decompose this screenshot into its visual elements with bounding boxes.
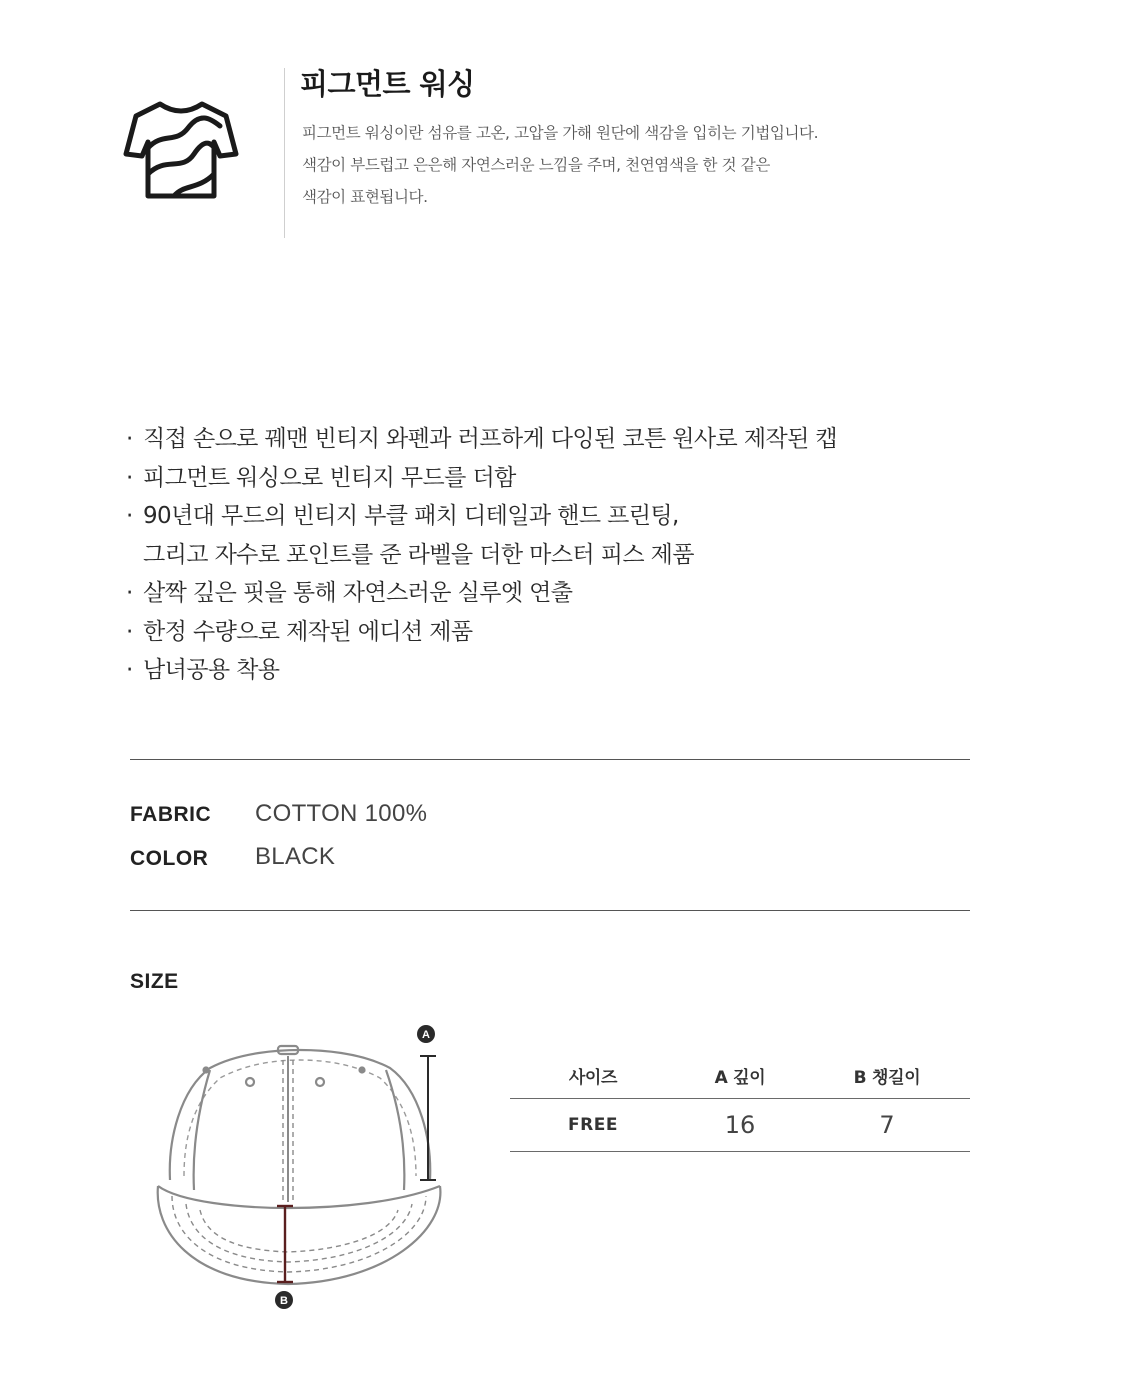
section-divider — [130, 759, 970, 760]
feature-item — [126, 420, 986, 459]
washing-description-line: 피그먼트 워싱이란 섬유를 고온, 고압을 가해 원단에 색감을 입히는 기법입니다. — [302, 124, 819, 142]
marker-a: A — [422, 1029, 430, 1041]
washing-description-line: 색감이 표현됩니다. — [302, 188, 428, 206]
feature-text: 피그먼트 워싱으로 빈티지 무드를 더함 — [143, 464, 516, 491]
feature-item — [126, 459, 986, 498]
bullet: · — [126, 503, 133, 529]
feature-list — [126, 420, 986, 690]
bullet: · — [126, 464, 133, 491]
size-title: SIZE — [130, 970, 179, 993]
size-value: FREE — [568, 1115, 618, 1135]
header-brim: B 챙길이 — [853, 1067, 921, 1088]
brim-value: 7 — [879, 1111, 895, 1139]
feature-text: 한정 수량으로 제작된 에디션 제품 — [143, 618, 473, 645]
vertical-divider — [284, 68, 285, 238]
fabric-label: FABRIC — [130, 803, 212, 826]
bullet: · — [126, 580, 133, 606]
feature-item — [126, 613, 986, 652]
section-divider — [130, 910, 970, 911]
color-label: COLOR — [130, 847, 209, 870]
feature-text: 남녀공용 착용 — [143, 657, 280, 683]
feature-text: 그리고 자수로 포인트를 준 라벨을 더한 마스터 피스 제품 — [143, 541, 694, 568]
feature-text: 직접 손으로 꿰맨 빈티지 와펜과 러프하게 다잉된 코튼 원사로 제작된 캡 — [143, 426, 838, 452]
feature-text: 90년대 무드의 빈티지 부클 패치 디테일과 핸드 프린팅, — [143, 503, 679, 529]
bullet: · — [126, 657, 133, 683]
header-depth: A 깊이 — [714, 1067, 766, 1088]
feature-item — [126, 651, 986, 690]
washing-title: 피그먼트 워싱 — [300, 67, 475, 101]
size-table — [510, 1052, 970, 1152]
fabric-value: COTTON 100% — [255, 800, 428, 827]
header-size: 사이즈 — [568, 1067, 618, 1088]
marker-b: B — [280, 1295, 288, 1307]
feature-item — [126, 574, 986, 613]
washing-description-line: 색감이 부드럽고 은은해 자연스러운 느낌을 주며, 천연염색을 한 것 같은 — [302, 156, 770, 174]
table-row — [510, 1099, 970, 1152]
washing-description — [302, 117, 942, 213]
t-shirt-icon — [122, 98, 240, 202]
bullet: · — [126, 618, 133, 645]
cap-diagram-icon — [150, 1020, 450, 1320]
size-table-header — [510, 1052, 970, 1099]
feature-item-continuation — [126, 536, 986, 575]
bullet: · — [126, 426, 133, 452]
feature-item — [126, 497, 986, 536]
depth-value: 16 — [724, 1111, 756, 1139]
color-value: BLACK — [255, 843, 336, 870]
feature-text: 살짝 깊은 핏을 통해 자연스러운 실루엣 연출 — [143, 580, 573, 606]
